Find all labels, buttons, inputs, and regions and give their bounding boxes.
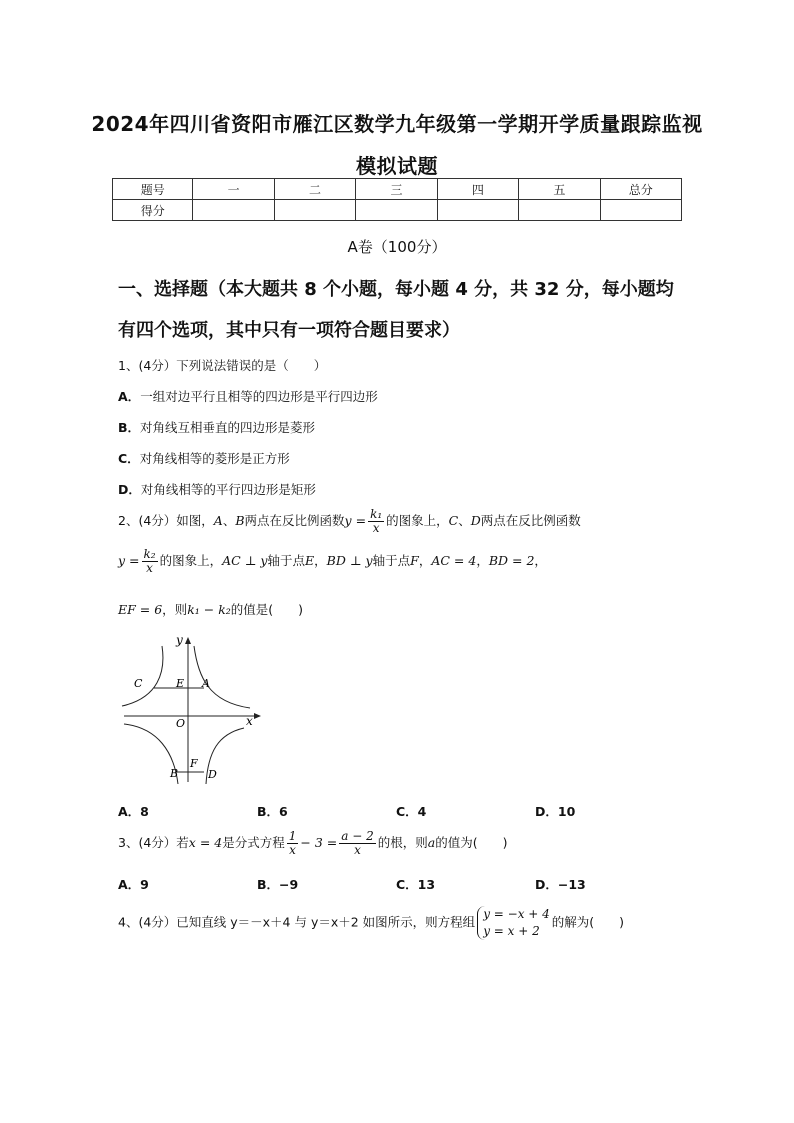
q1-option-d: D．对角线相等的平行四边形是矩形 xyxy=(118,482,316,497)
label-y: y xyxy=(176,633,183,647)
part1-heading-line2: 有四个选项，其中只有一项符合题目要求） xyxy=(118,320,460,341)
label-a: A xyxy=(202,677,210,690)
q3-option-c: C．13 xyxy=(396,877,436,892)
score-table-header-row xyxy=(113,179,682,200)
q2-line3: EF = 6，则k₁ − k₂的值是( ) xyxy=(118,602,304,617)
label-o: O xyxy=(176,717,186,730)
fraction-k1-over-x: $\frac{\text{k₁}}{x}$ xyxy=(370,507,383,535)
fraction-1-over-x: $\frac{1}{x}$ xyxy=(288,829,297,857)
score-cell[interactable] xyxy=(193,200,274,221)
label-f: F xyxy=(190,757,198,770)
score-cell[interactable] xyxy=(437,200,518,221)
score-header-cell: 总分 xyxy=(600,179,681,200)
q3-option-d: D．−13 xyxy=(535,877,586,892)
q1-option-b: B．对角线互相垂直的四边形是菱形 xyxy=(118,420,316,435)
label-b: B xyxy=(170,767,179,780)
score-table-score-row xyxy=(113,200,682,221)
k2-curve-branch-2 xyxy=(122,646,163,706)
q4-stem: 4、(4分）已知直线 y＝－x＋4 与 y＝x＋2 如图所示，则方程组 y = −x + 4 y = x + 2 的解为( ) xyxy=(118,907,625,938)
score-table xyxy=(112,178,682,221)
q3-option-a: A．9 xyxy=(118,877,149,892)
score-cell[interactable] xyxy=(519,200,600,221)
score-cell[interactable] xyxy=(356,200,437,221)
q2-option-a: A．8 xyxy=(118,804,149,819)
q3-option-b: B．−9 xyxy=(257,877,299,892)
label-c: C xyxy=(134,677,143,690)
x-axis-arrow xyxy=(254,713,261,719)
fraction-k2-over-x: $\frac{\text{k₂}}{x}$ xyxy=(143,547,156,575)
label-e: E xyxy=(176,677,185,690)
q2-option-c: C．4 xyxy=(396,804,427,819)
score-header-cell: 题号 xyxy=(113,179,193,200)
score-header-cell: 四 xyxy=(437,179,518,200)
exam-title-line2: 模拟试题 xyxy=(356,154,438,178)
q2-hyperbola-figure xyxy=(118,632,268,792)
fraction-a-minus-2-over-x: $\frac{a - 2}{x}$ xyxy=(341,829,374,857)
part1-heading-line1: 一、选择题（本大题共 8 个小题，每小题 4 分，共 32 分，每小题均 xyxy=(118,279,674,300)
q1-option-c: C．对角线相等的菱形是正方形 xyxy=(118,451,290,466)
score-header-cell: 二 xyxy=(274,179,355,200)
y-axis-arrow xyxy=(185,637,191,644)
q2-option-d: D．10 xyxy=(535,804,576,819)
label-x: x xyxy=(246,714,253,728)
exam-title-line1: 2024年四川省资阳市雁江区数学九年级第一学期开学质量跟踪监视 xyxy=(91,112,703,136)
score-row-label: 得分 xyxy=(113,200,193,221)
q2-line2: y = $\frac{\text{k₂}}{x}$ 的图象上，AC ⊥ y轴于点E，BD ⊥ y轴于点F，AC = 4，BD = 2， xyxy=(118,547,547,575)
score-cell[interactable] xyxy=(600,200,681,221)
label-d: D xyxy=(208,768,217,781)
score-header-cell: 三 xyxy=(356,179,437,200)
section-a-heading: A卷（100分） xyxy=(347,238,447,256)
q2-option-b: B．6 xyxy=(257,804,288,819)
q1-option-a: A．一组对边平行且相等的四边形是平行四边形 xyxy=(118,389,378,404)
q3-stem: 3、(4分）若x = 4是分式方程 $\frac{1}{x}$ − 3 = $\frac{a - 2}{x}$ 的根，则a的值为( ) xyxy=(118,829,508,857)
q2-line1: 2、(4分）如图，A、B两点在反比例函数y = $\frac{\text{k₁}}{x}$ 的图象上，C、D两点在反比例函数 xyxy=(118,507,581,535)
score-header-cell: 一 xyxy=(193,179,274,200)
score-cell[interactable] xyxy=(274,200,355,221)
score-header-cell: 五 xyxy=(519,179,600,200)
q1-stem: 1、(4分）下列说法错误的是（ ） xyxy=(118,358,327,373)
equation-system: y = −x + 4 y = x + 2 xyxy=(477,906,550,940)
